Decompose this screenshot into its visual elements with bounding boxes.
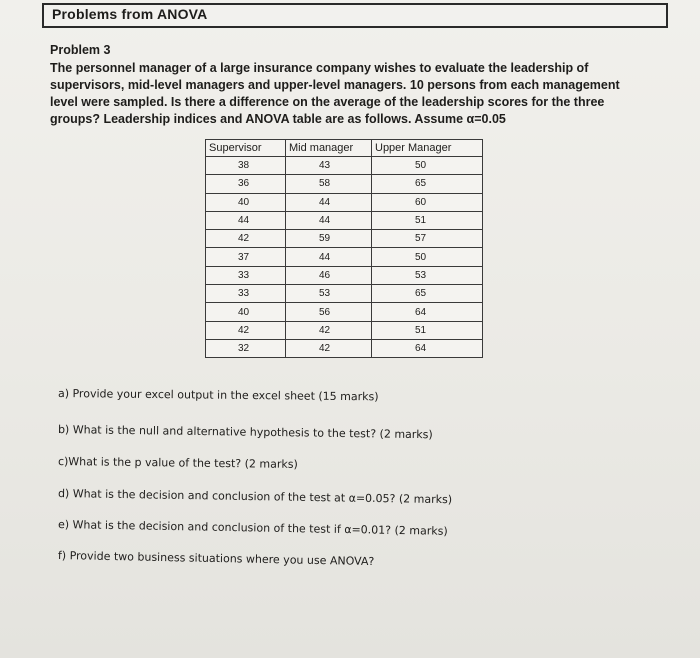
column-header-upper-manager: Upper Manager: [372, 140, 483, 157]
table-cell: 33: [206, 266, 286, 284]
leadership-scores-table: [205, 139, 483, 358]
question-f: f) Provide two business situations where you use ANOVA?: [57, 549, 375, 569]
table-cell: 33: [206, 285, 286, 303]
table-cell: 32: [206, 339, 286, 357]
table-cell: 42: [206, 321, 286, 339]
table-cell: 65: [372, 175, 483, 193]
problem-title: Problem 3: [50, 43, 111, 57]
table-cell: 57: [372, 230, 483, 248]
question-a: a) Provide your excel output in the excel sheet (15 marks): [57, 387, 379, 404]
table-cell: 44: [286, 211, 372, 229]
table-cell: 43: [286, 157, 372, 175]
problem-line: supervisors, mid-level managers and upper-level managers. 10 persons from each management: [50, 78, 620, 92]
question-c: c)What is the p value of the test? (2 marks): [57, 455, 298, 471]
table-header-row: [206, 140, 483, 157]
table-row: [206, 339, 483, 357]
page-title: Problems from ANOVA: [52, 6, 208, 22]
table-cell: 42: [286, 339, 372, 357]
problem-line: groups? Leadership indices and ANOVA table are as follows. Assume α=0.05: [50, 112, 506, 126]
table-cell: 38: [206, 157, 286, 175]
table-cell: 40: [206, 193, 286, 211]
table-cell: 51: [372, 321, 483, 339]
table-row: [206, 230, 483, 248]
problem-line: level were sampled. Is there a difference on the average of the leadership scores for the three: [50, 95, 605, 109]
table-cell: 50: [372, 157, 483, 175]
question-d: d) What is the decision and conclusion of the test at α=0.05? (2 marks): [57, 487, 453, 507]
table-cell: 56: [286, 303, 372, 321]
problem-statement: [50, 60, 650, 128]
table-row: [206, 285, 483, 303]
question-e: e) What is the decision and conclusion of the test if α=0.01? (2 marks): [57, 518, 448, 538]
header-box: [42, 3, 668, 28]
table-cell: 60: [372, 193, 483, 211]
table-cell: 53: [372, 266, 483, 284]
table-row: [206, 211, 483, 229]
table-row: [206, 266, 483, 284]
table-row: [206, 321, 483, 339]
table-cell: 64: [372, 339, 483, 357]
table-cell: 58: [286, 175, 372, 193]
table-row: [206, 175, 483, 193]
table-cell: 51: [372, 211, 483, 229]
table-cell: 59: [286, 230, 372, 248]
table-cell: 44: [286, 193, 372, 211]
question-b: b) What is the null and alternative hypothesis to the test? (2 marks): [57, 423, 433, 442]
table-cell: 65: [372, 285, 483, 303]
table-cell: 50: [372, 248, 483, 266]
table-cell: 44: [206, 211, 286, 229]
table-cell: 46: [286, 266, 372, 284]
table-cell: 53: [286, 285, 372, 303]
table-cell: 42: [286, 321, 372, 339]
column-header-supervisor: Supervisor: [206, 140, 286, 157]
column-header-mid-manager: Mid manager: [286, 140, 372, 157]
table-row: [206, 303, 483, 321]
problem-line: The personnel manager of a large insurance company wishes to evaluate the leadership of: [50, 61, 589, 75]
table-cell: 36: [206, 175, 286, 193]
table-cell: 44: [286, 248, 372, 266]
table-cell: 40: [206, 303, 286, 321]
table-row: [206, 157, 483, 175]
table-cell: 37: [206, 248, 286, 266]
table-cell: 42: [206, 230, 286, 248]
table-row: [206, 248, 483, 266]
table-row: [206, 193, 483, 211]
table-cell: 64: [372, 303, 483, 321]
